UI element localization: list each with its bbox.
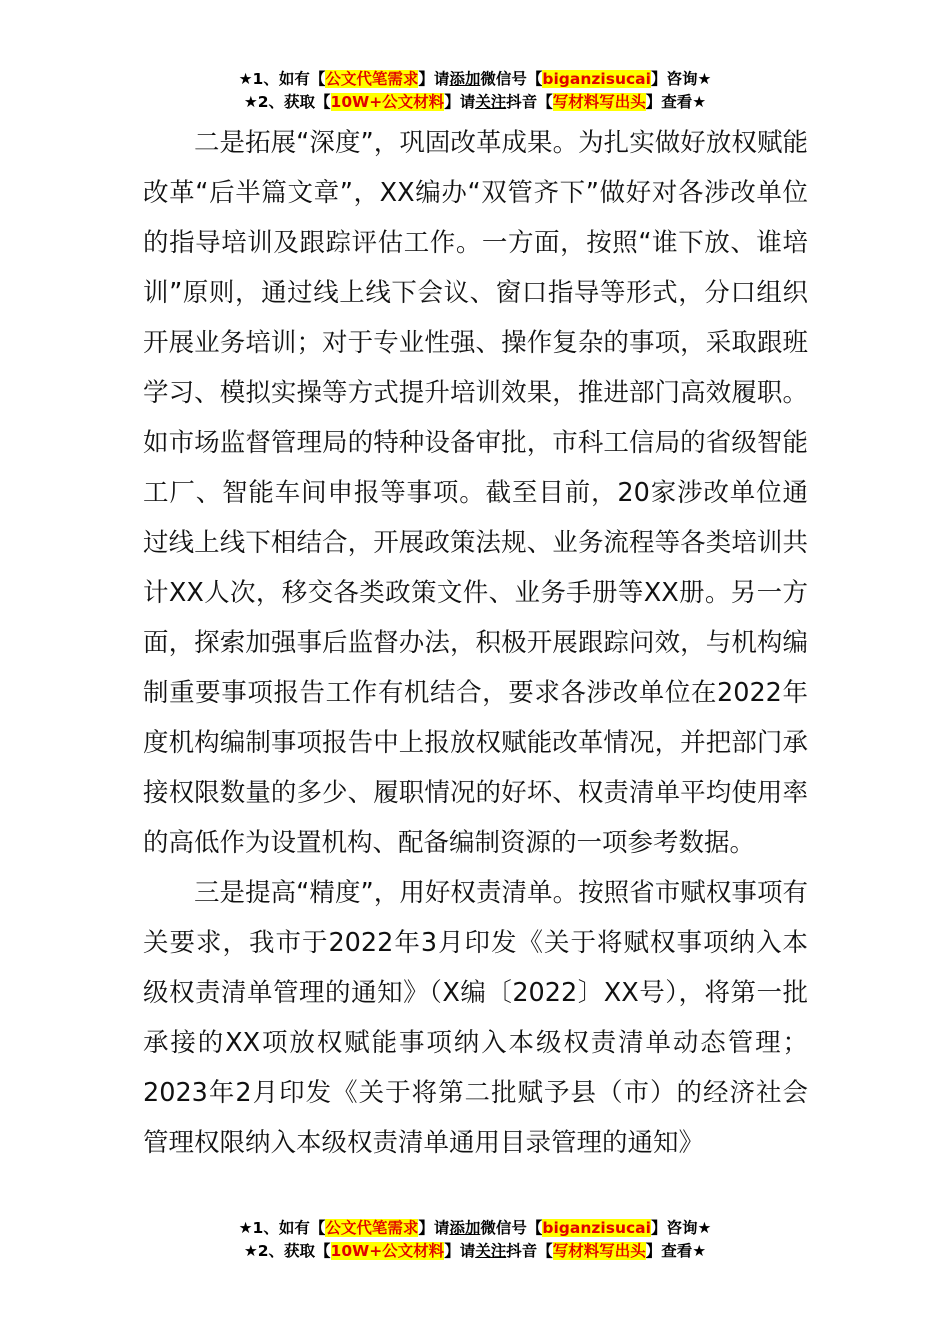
- promo-line-2: [0, 91, 950, 114]
- promo-text: 】咨询★: [650, 70, 712, 88]
- promo-underline: 添加: [449, 1219, 481, 1237]
- document-body: [143, 118, 808, 1168]
- promo-text: 】请: [444, 93, 476, 111]
- promo-text: ★1、如有【: [238, 1219, 326, 1237]
- promo-highlight: biganzisucai: [542, 1219, 651, 1237]
- promo-line-2: [0, 1240, 950, 1263]
- promo-highlight: 公文代笔需求: [325, 1219, 419, 1237]
- promo-text: 抖音【: [506, 93, 553, 111]
- promo-underline: 添加: [449, 70, 481, 88]
- promo-text: 】请: [418, 70, 450, 88]
- promo-text: 】查看★: [645, 1242, 707, 1260]
- promo-text: ★1、如有【: [238, 70, 326, 88]
- promo-highlight: 写材料写出头: [552, 1242, 646, 1260]
- paragraph: 三是提高“精度”，用好权责清单。按照省市赋权事项有关要求，我市于2022年3月印发《关于将赋权事项纳入本级权责清单管理的通知》（X编〔2022〕XX号），将第一批承接的XX项放权赋能事项纳入本级权责清单动态管理；2023年2月印发《关于将第二批赋予县（市）的经济社会管理权限纳入本级权责清单通用目录管理的通知》: [143, 878, 808, 1158]
- promo-text: 】请: [418, 1219, 450, 1237]
- promo-text: 】查看★: [645, 93, 707, 111]
- promo-text: ★2、获取【: [243, 1242, 331, 1260]
- promo-line-1: [0, 1217, 950, 1240]
- promo-underline: 关注: [475, 1242, 507, 1260]
- promo-underline: 关注: [475, 93, 507, 111]
- promo-highlight: 写材料写出头: [552, 93, 646, 111]
- promo-text: 微信号【: [480, 70, 543, 88]
- promo-banner-top: [0, 68, 950, 114]
- promo-highlight: biganzisucai: [542, 70, 651, 88]
- promo-banner-bottom: [0, 1217, 950, 1263]
- promo-text: 】咨询★: [650, 1219, 712, 1237]
- promo-highlight: 公文代笔需求: [325, 70, 419, 88]
- promo-text: 】请: [444, 1242, 476, 1260]
- promo-text: 微信号【: [480, 1219, 543, 1237]
- promo-line-1: [0, 68, 950, 91]
- promo-highlight: 10W+公文材料: [330, 1242, 445, 1260]
- paragraph: 二是拓展“深度”，巩固改革成果。为扎实做好放权赋能改革“后半篇文章”，XX编办“双管齐下”做好对各涉改单位的指导培训及跟踪评估工作。一方面，按照“谁下放、谁培训”原则，通过线上线下会议、窗口指导等形式，分口组织开展业务培训；对于专业性强、操作复杂的事项，采取跟班学习、模拟实操等方式提升培训效果，推进部门高效履职。如市场监督管理局的特种设备审批，市科工信局的省级智能工厂、智能车间申报等事项。截至目前，20家涉改单位通过线上线下相结合，开展政策法规、业务流程等各类培训共计XX人次，移交各类政策文件、业务手册等XX册。另一方面，探索加强事后监督办法，积极开展跟踪问效，与机构编制重要事项报告工作有机结合，要求各涉改单位在2022年度机构编制事项报告中上报放权赋能改革情况，并把部门承接权限数量的多少、履职情况的好坏、权责清单平均使用率的高低作为设置机构、配备编制资源的一项参考数据。: [143, 128, 808, 858]
- promo-highlight: 10W+公文材料: [330, 93, 445, 111]
- promo-text: 抖音【: [506, 1242, 553, 1260]
- promo-text: ★2、获取【: [243, 93, 331, 111]
